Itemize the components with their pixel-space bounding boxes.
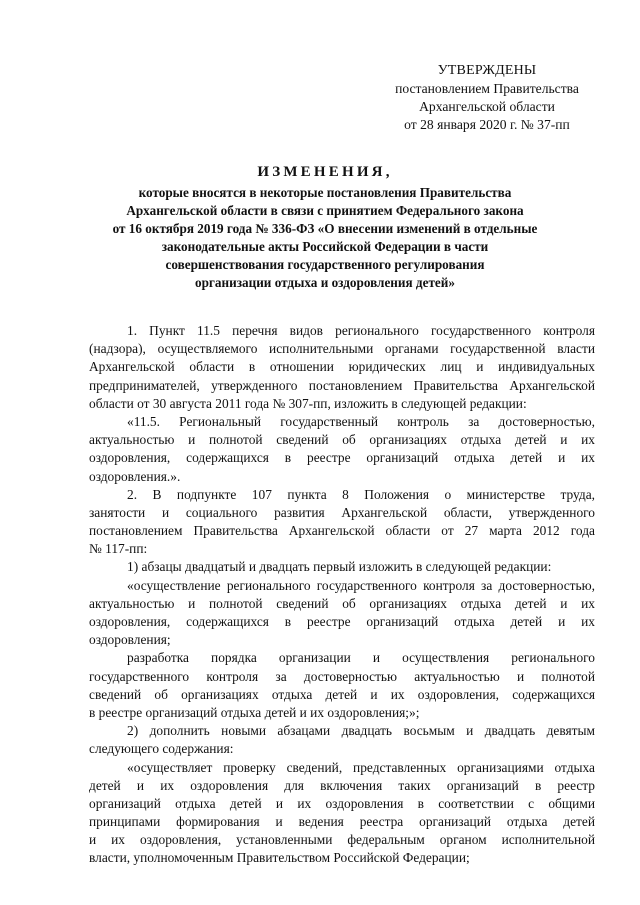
document-body	[89, 322, 595, 868]
body-line: актуальностью и полнотой сведений об организациях отдыха детей и их	[89, 595, 595, 611]
body-line: 2) дополнить новыми абзацами двадцать восьмым и двадцать девятым	[127, 723, 595, 739]
body-line: № 117-пп:	[89, 541, 148, 557]
body-line: области от 30 августа 2011 года № 307-пп, изложить в следующей редакции:	[89, 395, 527, 411]
body-line: в реестре организаций отдыха детей и их оздоровления;»;	[89, 704, 420, 720]
body-line: 2. В подпункте 107 пункта 8 Положения о министерстве труда,	[127, 486, 595, 502]
body-line: 1. Пункт 11.5 перечня видов регионального государственного контроля	[127, 323, 595, 338]
heading-line: от 16 октября 2019 года № 336-ФЗ «О внесении изменений в отдельные	[112, 221, 538, 236]
heading-title: ИЗМЕНЕНИЯ,	[257, 164, 393, 180]
body-line: предпринимателей, утвержденного постановлением Правительства Архангельской	[89, 377, 595, 393]
body-line: оздоровления, содержащихся в реестре организаций отдыха детей и их	[89, 614, 595, 629]
body-line: детей и их оздоровления для включения таких организаций в реестр	[89, 777, 595, 793]
body-line: оздоровления, содержащихся в реестре организаций отдыха детей и их	[89, 450, 595, 466]
body-line: власти, уполномоченным Правительством Российской Федерации;	[89, 850, 470, 866]
body-line: «осуществление регионального государственного контроля за достоверностью,	[127, 577, 595, 593]
body-line: государственного контроля за достоверностью актуальностью и полнотой	[89, 668, 595, 684]
body-line: (надзора), осуществляемого исполнительными органами государственной власти	[89, 341, 595, 357]
body-line: принципами формирования и ведения реестра организаций отдыха детей	[89, 814, 595, 830]
body-line: 1) абзацы двадцатый и двадцать первый изложить в следующей редакции:	[127, 559, 552, 575]
heading-line: совершенствования государственного регулирования	[165, 257, 485, 272]
heading-line: организации отдыха и оздоровления детей»	[195, 275, 455, 290]
body-line: оздоровления.».	[89, 468, 181, 484]
body-line: «осуществляет проверку сведений, представленных организациями отдыха	[127, 759, 595, 775]
body-line: «11.5. Региональный государственный контроль за достоверностью,	[127, 413, 595, 429]
body-line: занятости и социального развития Архангельской области, утвержденного	[89, 504, 595, 520]
heading-line: Архангельской области в связи с принятием Федерального закона	[126, 203, 524, 218]
approval-block	[380, 62, 594, 134]
body-line: сведений об организациях отдыха детей и их оздоровления, содержащихся	[89, 686, 595, 702]
body-line: оздоровления;	[89, 632, 171, 648]
body-line: и их оздоровления, установленными федеральным органом исполнительной	[89, 832, 595, 848]
body-line: следующего содержания:	[89, 741, 234, 757]
heading-line: которые вносятся в некоторые постановления Правительства	[138, 185, 512, 200]
approval-line: Архангельской области	[419, 99, 555, 114]
approval-date-line: от 28 января 2020 г. № 37-пп	[404, 117, 570, 132]
body-line: постановлением Правительства Архангельской области от 27 марта 2012 года	[89, 523, 595, 539]
body-line: Архангельской области в отношении юридических лиц и индивидуальных	[89, 359, 595, 375]
approval-title: УТВЕРЖДЕНЫ	[437, 63, 537, 78]
body-line: организаций отдыха детей и их оздоровления в соответствии с общими	[89, 795, 595, 811]
document-heading	[74, 162, 576, 292]
heading-line: законодательные акты Российской Федерации в части	[161, 239, 489, 254]
body-line: разработка порядка организации и осуществления регионального	[127, 650, 595, 666]
body-line: актуальностью и полнотой сведений об организациях отдыха детей и их	[89, 432, 595, 448]
approval-line: постановлением Правительства	[395, 81, 579, 96]
